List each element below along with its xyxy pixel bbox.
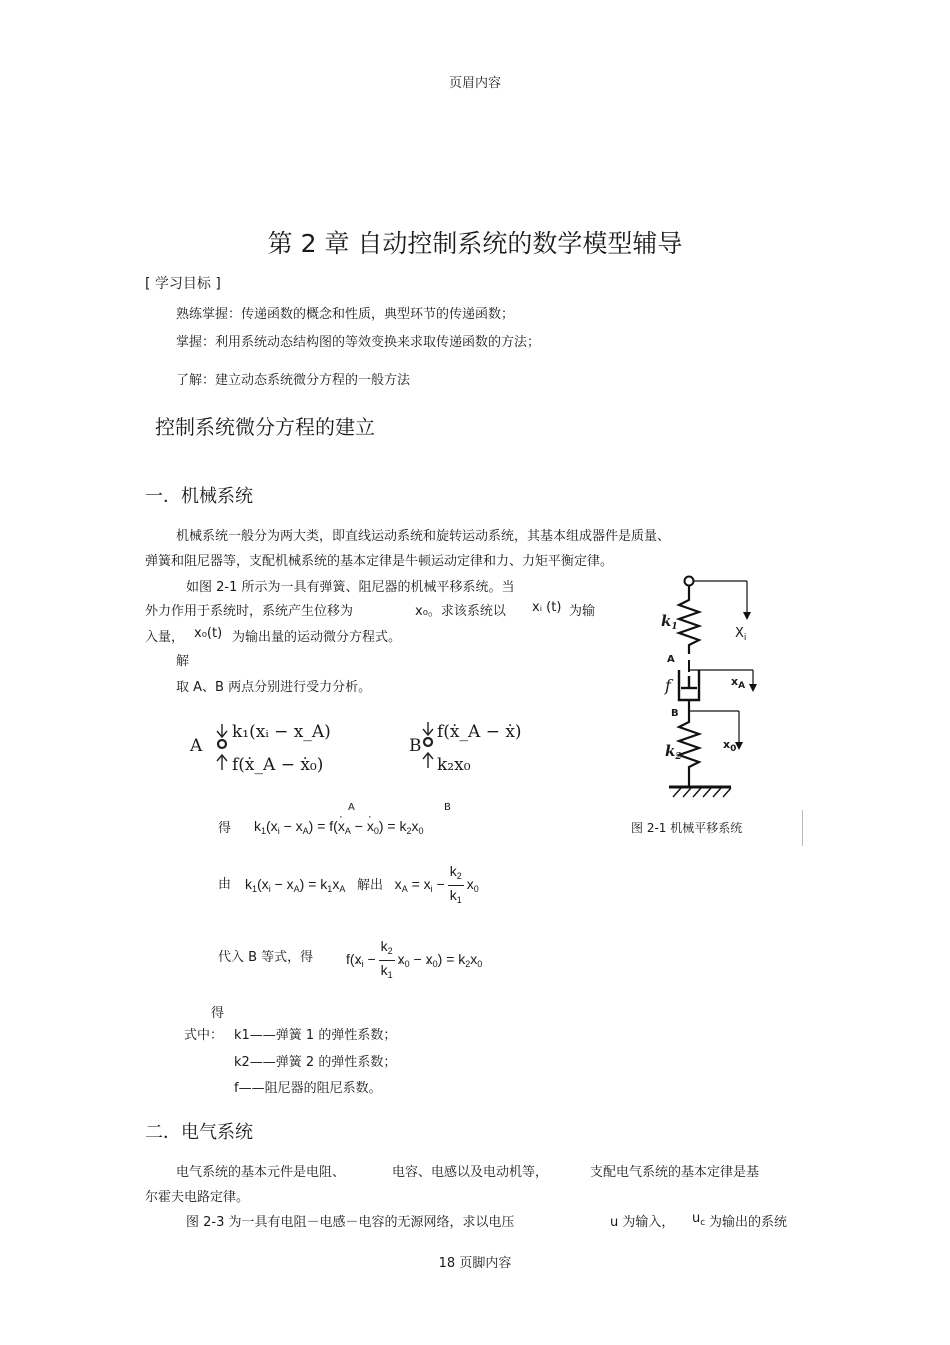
fbd-b-arrows [417,720,439,776]
point-b-label: B [671,708,679,719]
equation-1: $k_1(x_i - x_A) = f(\cdot x_A$ − · $x_0) = k_2x_0$ [254,818,424,836]
x0t-symbol: x₀(t) [194,626,223,641]
fbd-a-label: A [190,736,203,756]
page-header: 页眉内容 [448,76,501,91]
fbd-a-arrows [211,722,233,778]
mech-heading: 一．机械系统 [145,486,253,507]
objectives-heading: [ 学习目标 ] [145,276,221,292]
definition-item: k1——弹簧 1 的弹性系数； [234,1028,397,1043]
divider [802,810,803,846]
equation-3: $f(\cdot x_i$ − $\frac{k_2}{k_1}$ · $x_0$ − · $x_0) = k_2x_0$ [346,937,482,984]
elec-paragraph: 为输出的系统 [709,1215,788,1230]
mech-paragraph: 为输 [569,604,596,619]
elec-paragraph: 图 2-3 为一具有电阻－电感－电容的无源网络，求以电压 [186,1215,515,1230]
mech-paragraph: 为输出量的运动微分方程式。 [232,630,402,645]
mech-paragraph: 如图 2-1 所示为一具有弹簧、阻尼器的机械平移系统。当 [186,580,515,595]
k2-label: $k_2$ [665,742,682,762]
fbd-a-bottom-force: f(ẋ_A − ẋ₀) [232,755,324,775]
fbd-a-top-force: k₁(xᵢ − x_A) [232,722,331,742]
uc-symbol: $u_c$ [692,1211,706,1228]
page-footer: 18 页脚内容 [438,1256,512,1271]
figure-caption: 图 2-1 机械平移系统 [631,821,743,835]
definition-item: k2——弹簧 2 的弹性系数； [234,1055,397,1070]
elec-paragraph: 尔霍夫电路定律。 [145,1190,250,1205]
eq3-prefix: 代入 B 等式，得 [218,950,314,965]
mech-paragraph: 入量， [145,630,185,645]
xi-label: $X_i$ [735,626,747,643]
elec-paragraph: 电容、电感以及电动机等， [392,1165,549,1180]
analysis-text: 取 A、B 两点分别进行受力分析。 [176,680,372,695]
chapter-title: 第 2 章 自动控制系统的数学模型辅导 [267,229,683,258]
eq2-solve-label: 解出 [357,877,384,893]
eq1-tag-a: A [348,802,355,813]
objective-item: 掌握：利用系统动态结构图的等效变换来求取传递函数的方法； [176,335,541,350]
objective-item: 了解：建立动态系统微分方程的一般方法 [176,373,411,388]
eq2-prefix: 由 [218,877,232,892]
damper-f-label: f [665,676,671,695]
solution-label: 解 [176,654,190,669]
xa-label: $x_A$ [731,675,746,691]
mech-paragraph: 机械系统一般分为两大类，即直线运动系统和旋转运动系统，其基本组成器件是质量、 [176,529,671,544]
x0-label: $x_0$ [723,738,737,754]
fbd-b-top-force: f(ẋ_A − ẋ) [437,722,522,742]
equation-2: $k_1(x_i - x_A) = k_1x_A$ 解出 $x_A = x_i$ − $\frac{k_2}{k_1}$ $x_0$ [245,863,479,905]
mech-paragraph: 外力作用于系统时，系统产生位移为 [145,604,354,619]
mechanical-system-figure [635,572,805,812]
elec-heading: 二．电气系统 [145,1122,253,1143]
objective-item: 熟练掌握：传递函数的概念和性质，典型环节的传递函数； [176,307,515,322]
elec-paragraph: u 为输入， [610,1215,675,1230]
eq1-prefix: 得 [218,821,232,836]
elec-paragraph: 电气系统的基本元件是电阻、 [176,1165,346,1180]
where-label: 式中： [184,1028,224,1043]
elec-paragraph: 支配电气系统的基本定律是基 [590,1165,760,1180]
spring-damper-diagram [635,572,805,812]
fbd-b-label: B [409,736,422,756]
definition-item: f——阻尼器的阻尼系数。 [234,1081,382,1096]
k1-label: $k_1$ [661,612,678,632]
point-a-label: A [667,654,675,665]
mech-paragraph: 弹簧和阻尼器等，支配机械系统的基本定律是牛顿运动定律和力、力矩平衡定律。 [145,554,614,569]
xi-symbol: xᵢ (t) [532,600,562,615]
section-title: 控制系统微分方程的建立 [155,415,375,439]
eq1-tag-b: B [444,802,451,813]
x0-symbol: x₀。求该系统以 [415,604,506,619]
result-label: 得 [211,1006,225,1021]
fbd-b-bottom-force: k₂x₀ [437,755,471,775]
